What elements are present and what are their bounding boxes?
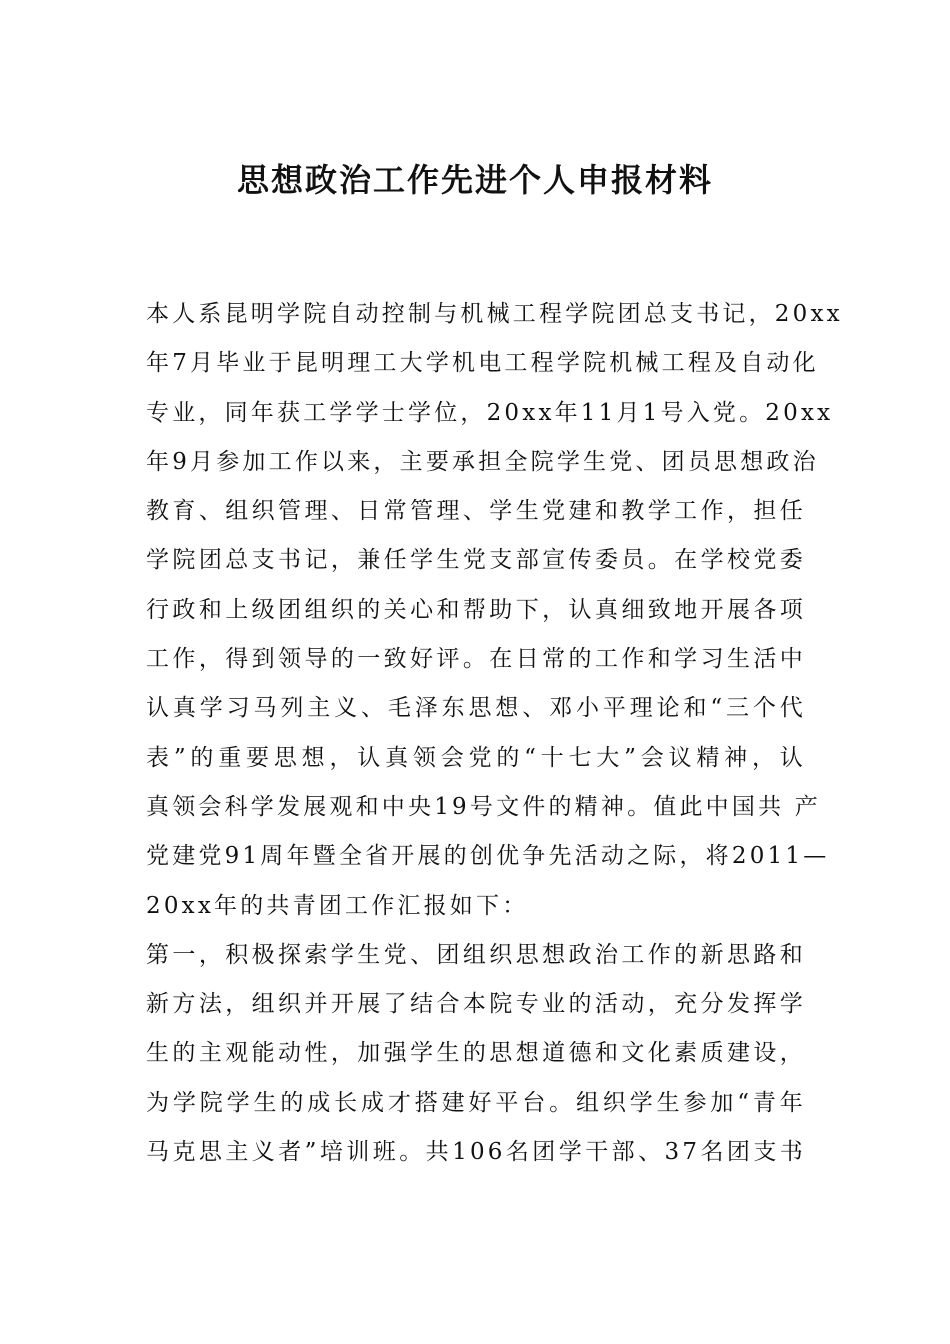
document-title: 思想政治工作先进个人申报材料: [236, 161, 713, 199]
document-body: [146, 290, 843, 1177]
body-line: 工作，得到领导的一致好评。在日常的工作和学习生活中: [146, 646, 806, 673]
body-line: 行政和上级团组织的关心和帮助下，认真细致地开展各项: [146, 596, 806, 623]
body-line: 认真学习马列主义、毛泽东思想、邓小平理论和“三个代: [146, 695, 806, 722]
body-line: 本人系昆明学院自动控制与机械工程学院团总支书记，20xx: [146, 301, 843, 327]
body-line: 第一，积极探索学生党、团组织思想政治工作的新思路和: [146, 941, 806, 968]
body-line: 学院团总支书记，兼任学生党支部宣传委员。在学校党委: [146, 547, 806, 574]
body-line: 教育、组织管理、日常管理、学生党建和教学工作，担任: [146, 498, 806, 525]
body-line: 年9月参加工作以来，主要承担全院学生党、团员思想政治: [146, 448, 819, 475]
body-line: 党建党91周年暨全省开展的创优争先活动之际，将2011—: [146, 843, 830, 870]
body-line: 生的主观能动性，加强学生的思想道德和文化素质建设，: [146, 1040, 806, 1067]
body-line: 20xx年的共青团工作汇报如下：: [146, 892, 529, 919]
body-line: 专业，同年获工学学士学位，20xx年11月1号入党。20xx: [146, 399, 834, 426]
body-line: 表”的重要思想，认真领会党的“十七大”会议精神，认: [146, 744, 806, 771]
body-line: 真领会科学发展观和中央19号文件的精神。值此中国共 产: [146, 793, 821, 820]
body-line: 新方法，组织并开展了结合本院专业的活动，充分发挥学: [146, 991, 806, 1018]
body-line: 为学院学生的成长成才搭建好平台。组织学生参加“青年: [146, 1089, 806, 1116]
body-line: 马克思主义者”培训班。共106名团学干部、37名团支书: [146, 1139, 806, 1166]
body-line: 年7月毕业于昆明理工大学机电工程学院机械工程及自动化: [146, 350, 819, 377]
